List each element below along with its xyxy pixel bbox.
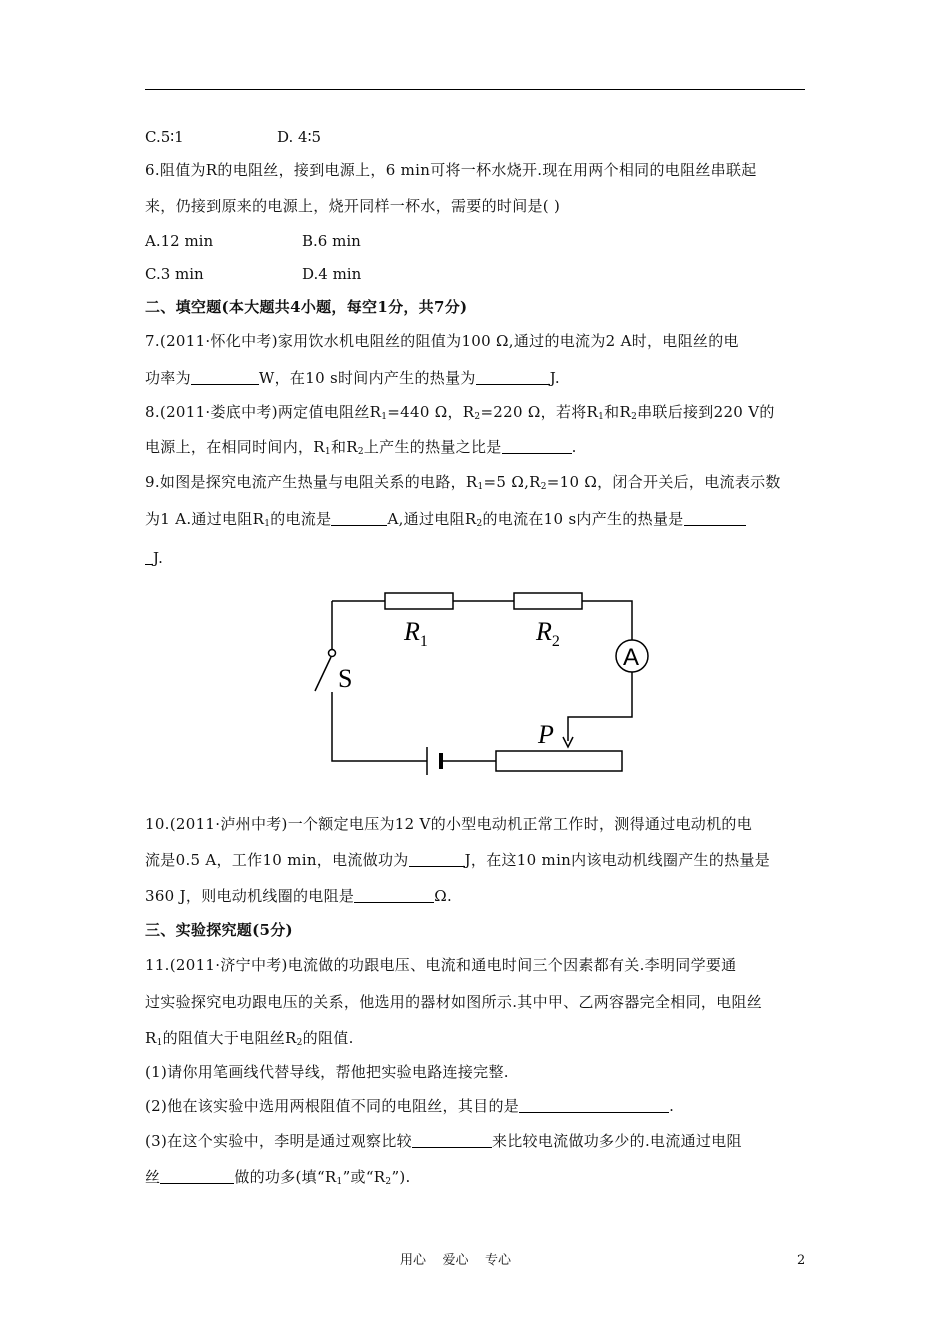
q11-line-2: 过实验探究电功跟电压的关系，他选用的器材如图所示.其中甲、乙两容器完全相同，电阻丝 bbox=[145, 993, 763, 1011]
q10-blank-work[interactable] bbox=[409, 852, 465, 867]
q10-blank-resistance[interactable] bbox=[354, 888, 434, 903]
q7-blank-power[interactable] bbox=[191, 370, 259, 385]
section-2-heading: 二、填空题(本大题共4小题，每空1分，共7分) bbox=[145, 298, 468, 316]
circuit-diagram bbox=[300, 585, 660, 785]
q10-line-1: 10.(2011·泸州中考)一个额定电压为12 V的小型电动机正常工作时，测得通过电动机的电 bbox=[145, 815, 752, 833]
q9-blank-heat-cont bbox=[145, 550, 153, 565]
q7-line-1: 7.(2011·怀化中考)家用饮水机电阻丝的阻值为100 Ω,通过的电流为2 A时，电阻丝的电 bbox=[145, 332, 739, 350]
q11-part-4: 丝 做的功多(填“$R_1$”或“$R_2$”). bbox=[145, 1168, 411, 1187]
q11-line-1: 11.(2011·济宁中考)电流做的功跟电压、电流和通电时间三个因素都有关.李明同学要通 bbox=[145, 956, 737, 974]
q6-option-b: B.6 min bbox=[302, 232, 361, 250]
q7-line-2: 功率为 W，在10 s时间内产生的热量为 J. bbox=[145, 369, 560, 387]
label-r1: $R_1$ bbox=[404, 617, 428, 650]
q8-line-1: 8.(2011·娄底中考)两定值电阻丝$R_1=440$ Ω，$R_2=220$ Ω，若将$R_1$和$R_2$串联后接到220 V的 bbox=[145, 403, 775, 422]
top-wire bbox=[332, 601, 632, 640]
q11-part-3: (3)在这个实验中，李明是通过观察比较 来比较电流做功多少的.电流通过电阻 bbox=[145, 1132, 742, 1150]
switch-blade bbox=[315, 657, 331, 691]
q10-line-3: 360 J，则电动机线圈的电阻是 Ω. bbox=[145, 887, 453, 905]
q11-blank-purpose[interactable] bbox=[519, 1098, 669, 1113]
q9-blank-heat[interactable] bbox=[684, 511, 746, 526]
q11-part-2: (2)他在该实验中选用两根阻值不同的电阻丝，其目的是 . bbox=[145, 1097, 675, 1115]
label-r2: $R_2$ bbox=[536, 617, 560, 650]
q9-blank-current[interactable] bbox=[331, 511, 387, 526]
q6-line-2: 来，仍接到原来的电源上，烧开同样一杯水，需要的时间是( ) bbox=[145, 197, 561, 215]
rheostat bbox=[496, 751, 622, 771]
page-number: 2 bbox=[797, 1253, 806, 1268]
q9-line-3: J. bbox=[145, 548, 163, 568]
right-wire bbox=[568, 672, 632, 741]
q9-line-1: 9.如图是探究电流产生热量与电阻关系的电路，$R_1=5$ $\Omega,R_2=10$ Ω，闭合开关后，电流表示数 bbox=[145, 473, 781, 492]
q7-blank-heat[interactable] bbox=[476, 370, 550, 385]
resistor-r2 bbox=[514, 593, 582, 609]
footer-motto: 用心 爱心 专心 bbox=[400, 1253, 512, 1268]
q11-blank-which[interactable] bbox=[160, 1169, 234, 1184]
q11-blank-observe[interactable] bbox=[412, 1133, 492, 1148]
q6-option-c: C.3 min bbox=[145, 265, 204, 283]
header-rule bbox=[145, 89, 805, 90]
q8-blank-ratio[interactable] bbox=[502, 439, 572, 454]
q6-option-d: D.4 min bbox=[302, 265, 362, 283]
q9-line-2: 为1 A.通过电阻$R_1$的电流是 A,通过电阻$R_2$的电流在10 s内产生的热量是 bbox=[145, 509, 746, 534]
label-ammeter: A bbox=[623, 644, 640, 671]
q11-part-1: (1)请你用笔画线代替导线，帮他把实验电路连接完整. bbox=[145, 1063, 509, 1081]
q5-option-d: D. 4∶5 bbox=[277, 128, 322, 146]
q8-line-2: 电源上，在相同时间内，$R_1$和$R_2$上产生的热量之比是 . bbox=[145, 438, 577, 457]
resistor-r1 bbox=[385, 593, 453, 609]
q5-option-c: C.5∶1 bbox=[145, 128, 184, 146]
label-slider: P bbox=[538, 720, 554, 749]
bottom-wire bbox=[332, 692, 496, 761]
q10-line-2: 流是0.5 A，工作10 min，电流做功为 J，在这10 min内该电动机线圈产生的热量是 bbox=[145, 851, 771, 869]
switch-contact bbox=[329, 650, 336, 657]
q11-line-3: $R_1$的阻值大于电阻丝$R_2$的阻值. bbox=[145, 1029, 354, 1048]
q6-line-1: 6.阻值为R的电阻丝，接到电源上，6 min可将一杯水烧开.现在用两个相同的电阻丝串联起 bbox=[145, 161, 757, 179]
q6-option-a: A.12 min bbox=[145, 232, 214, 250]
label-switch: S bbox=[338, 664, 353, 693]
section-3-heading: 三、实验探究题(5分) bbox=[145, 921, 293, 939]
